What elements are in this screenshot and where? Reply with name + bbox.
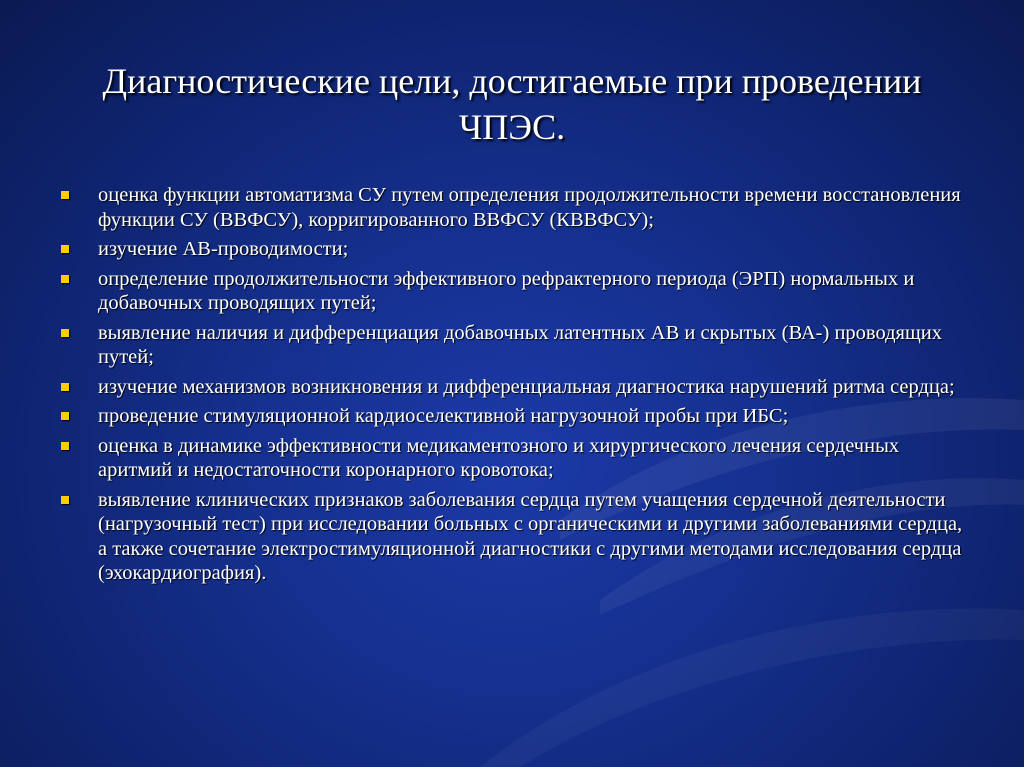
square-bullet-icon [61,383,69,391]
bullet-text: проведение стимуляционной кардиоселективной нагрузочной пробы при ИБС; [98,405,789,427]
bullet-text: оценка в динамике эффективности медикаментозного и хирургического лечения сердечных аритмий и недостаточности коронарного кровотока; [98,434,900,481]
bullet-text: изучение АВ-проводимости; [98,238,349,260]
slide-title-line-1: Диагностические цели, достигаемые при проведении [102,61,922,101]
bullet-text: изучение механизмов возникновения и дифференциальная диагностика нарушений ритма сердца; [98,375,955,398]
bullet-text: выявление клинических признаков заболевания сердца путем учащения сердечной деятельности (нагрузочный тест) при исследовании больных с органическими и другими заболеваниями сердца, а также сочетание электростимуляционной диагностики с другими методами исследования сердца (эхокардиография). [98,488,963,584]
bullet-item [60,488,965,586]
bullet-item [60,183,965,232]
slide-title [40,58,984,150]
bullet-item [60,267,965,316]
bullet-item [60,237,965,262]
bullet-text: выявление наличия и дифференциация добавочных латентных АВ и скрытых (ВА-) проводящих путей; [98,321,942,368]
bullet-text: оценка функции автоматизма СУ путем определения продолжительности времени восстановления функции СУ (ВВФСУ), корригированного ВВФСУ (КВВФСУ); [98,184,961,231]
slide-title-line-2: ЧПЭС. [458,107,566,147]
bullet-list [60,183,965,591]
square-bullet-icon [61,245,69,253]
square-bullet-icon [61,412,69,420]
square-bullet-icon [61,496,69,504]
bullet-text: определение продолжительности эффективного рефрактерного периода (ЭРП) нормальных и добавочных проводящих путей; [98,267,915,314]
bullet-item [60,375,965,400]
square-bullet-icon [61,191,69,199]
bullet-item [60,404,965,429]
bullet-item [60,321,965,370]
square-bullet-icon [61,275,69,283]
square-bullet-icon [61,442,69,450]
bullet-item [60,434,965,483]
square-bullet-icon [61,329,69,337]
